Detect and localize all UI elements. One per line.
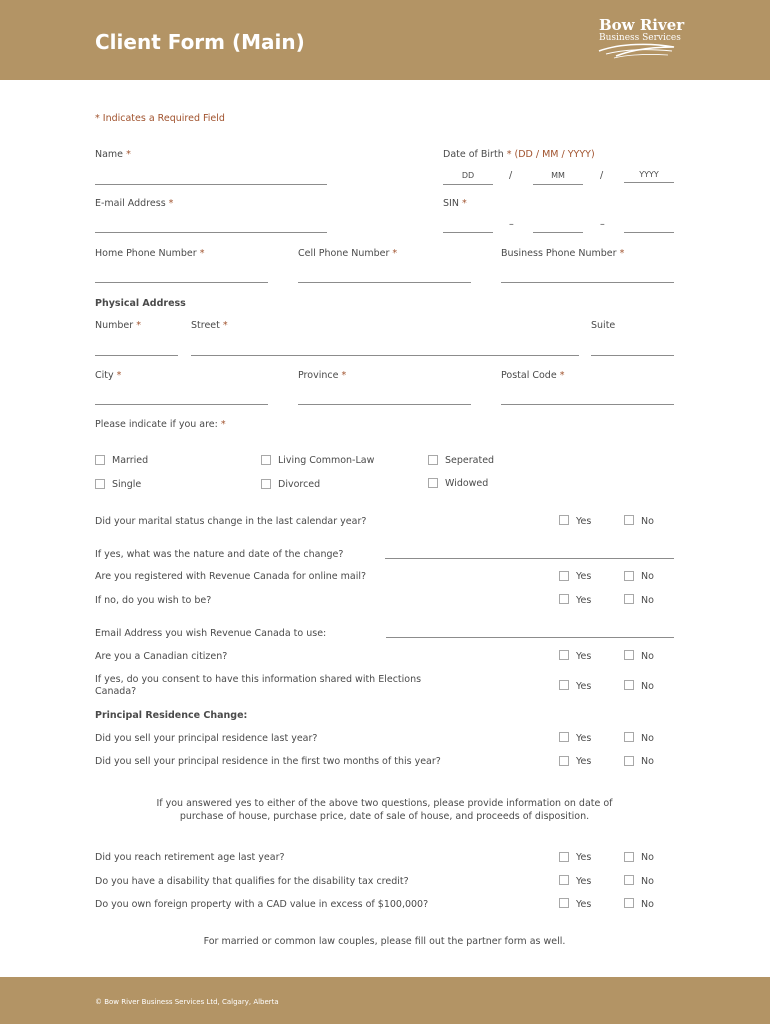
yes-label: Yes	[576, 595, 592, 606]
divorced-checkbox[interactable]	[261, 479, 271, 489]
q-online-mail-no-checkbox[interactable]	[624, 571, 634, 581]
business-phone-input[interactable]	[501, 282, 674, 283]
cell-phone-input[interactable]	[298, 282, 471, 283]
dob-slash: /	[509, 170, 513, 181]
email-input[interactable]	[95, 232, 327, 233]
partner-form-note: For married or common law couples, please fill out the partner form as well.	[203, 936, 566, 947]
yes-label: Yes	[576, 876, 592, 887]
no-label: No	[641, 899, 654, 910]
divorced-label: Divorced	[278, 479, 321, 490]
name-label: Name *	[95, 149, 131, 160]
widowed-checkbox[interactable]	[428, 478, 438, 488]
yes-label: Yes	[576, 756, 592, 767]
revenue-email-input[interactable]	[386, 637, 674, 638]
dob-year-hint: YYYY	[639, 170, 659, 179]
q-elections-yes-checkbox[interactable]	[559, 680, 569, 690]
q-retirement-yes-checkbox[interactable]	[559, 852, 569, 862]
principal-residence-heading: Principal Residence Change:	[95, 710, 248, 721]
q-marital-change-no-checkbox[interactable]	[624, 515, 634, 525]
name-input[interactable]	[95, 184, 327, 185]
q-citizen-yes-checkbox[interactable]	[559, 650, 569, 660]
street-number-input[interactable]	[95, 355, 178, 356]
no-label: No	[641, 516, 654, 527]
sin-label: SIN *	[443, 198, 467, 209]
q-marital-change-yes-checkbox[interactable]	[559, 515, 569, 525]
single-label: Single	[112, 479, 142, 490]
q-sold-residence-this-year: Did you sell your principal residence in the first two months of this year?	[95, 756, 441, 767]
dob-label: Date of Birth * (DD / MM / YYYY)	[443, 149, 595, 160]
q-wish-to-register: If no, do you wish to be?	[95, 595, 212, 606]
yes-label: Yes	[576, 681, 592, 692]
street-input[interactable]	[191, 355, 579, 356]
home-phone-label: Home Phone Number *	[95, 248, 205, 259]
no-label: No	[641, 733, 654, 744]
single-checkbox[interactable]	[95, 479, 105, 489]
q-sold-last-year-no-checkbox[interactable]	[624, 732, 634, 742]
no-label: No	[641, 756, 654, 767]
no-label: No	[641, 876, 654, 887]
q-revenue-online-mail: Are you registered with Revenue Canada for online mail?	[95, 571, 367, 582]
q-canadian-citizen: Are you a Canadian citizen?	[95, 651, 228, 662]
q-wish-register-yes-checkbox[interactable]	[559, 594, 569, 604]
q-citizen-no-checkbox[interactable]	[624, 650, 634, 660]
dob-year-input[interactable]	[624, 182, 674, 183]
business-phone-label: Business Phone Number *	[501, 248, 625, 259]
q-sold-last-year-yes-checkbox[interactable]	[559, 732, 569, 742]
residence-note-line1: If you answered yes to either of the above two questions, please provide information on date of	[156, 798, 613, 809]
city-label: City *	[95, 370, 122, 381]
sin-dash: –	[600, 219, 605, 230]
footer-copyright: © Bow River Business Services Ltd, Calgary, Alberta	[95, 998, 279, 1006]
q-foreign-property-no-checkbox[interactable]	[624, 898, 634, 908]
page-title: Client Form (Main)	[95, 30, 305, 54]
q-foreign-property-yes-checkbox[interactable]	[559, 898, 569, 908]
separated-checkbox[interactable]	[428, 455, 438, 465]
residence-note-line2: purchase of house, purchase price, date of sale of house, and proceeds of disposition.	[179, 811, 590, 822]
q-wish-register-no-checkbox[interactable]	[624, 594, 634, 604]
no-label: No	[641, 651, 654, 662]
dob-day-input[interactable]	[443, 184, 493, 185]
q-online-mail-yes-checkbox[interactable]	[559, 571, 569, 581]
province-input[interactable]	[298, 404, 471, 405]
widowed-label: Widowed	[445, 478, 489, 489]
brand-subtitle: Business Services	[599, 33, 681, 43]
q-disability-yes-checkbox[interactable]	[559, 875, 569, 885]
dob-slash: /	[600, 170, 604, 181]
no-label: No	[641, 571, 654, 582]
common-law-label: Living Common-Law	[278, 455, 375, 466]
sin-part2-input[interactable]	[533, 232, 583, 233]
required-field-note: * Indicates a Required Field	[95, 113, 225, 124]
q-disability-no-checkbox[interactable]	[624, 875, 634, 885]
cell-phone-label: Cell Phone Number *	[298, 248, 398, 259]
no-label: No	[641, 681, 654, 692]
home-phone-input[interactable]	[95, 282, 268, 283]
dob-month-hint: MM	[551, 171, 565, 180]
q-revenue-email: Email Address you wish Revenue Canada to use:	[95, 628, 327, 639]
q-change-details: If yes, what was the nature and date of the change?	[95, 549, 344, 560]
no-label: No	[641, 852, 654, 863]
yes-label: Yes	[576, 899, 592, 910]
yes-label: Yes	[576, 852, 592, 863]
yes-label: Yes	[576, 571, 592, 582]
physical-address-heading: Physical Address	[95, 298, 186, 309]
postal-code-label: Postal Code *	[501, 370, 565, 381]
sin-part3-input[interactable]	[624, 232, 674, 233]
suite-label: Suite	[591, 320, 616, 331]
q-retirement-no-checkbox[interactable]	[624, 852, 634, 862]
yes-label: Yes	[576, 516, 592, 527]
marital-status-prompt: Please indicate if you are: *	[95, 419, 226, 430]
dob-day-hint: DD	[461, 171, 475, 180]
q-sold-this-year-yes-checkbox[interactable]	[559, 756, 569, 766]
dob-month-input[interactable]	[533, 184, 583, 185]
q-sold-this-year-no-checkbox[interactable]	[624, 756, 634, 766]
yes-label: Yes	[576, 651, 592, 662]
separated-label: Seperated	[445, 455, 495, 466]
q-foreign-property: Do you own foreign property with a CAD value in excess of $100,000?	[95, 899, 429, 910]
q-elections-consent-line2: Canada?	[95, 686, 137, 697]
postal-code-input[interactable]	[501, 404, 674, 405]
q-elections-no-checkbox[interactable]	[624, 680, 634, 690]
number-label: Number *	[95, 320, 141, 331]
married-checkbox[interactable]	[95, 455, 105, 465]
sin-part1-input[interactable]	[443, 232, 493, 233]
q-retirement-age: Did you reach retirement age last year?	[95, 852, 285, 863]
street-label: Street *	[191, 320, 228, 331]
no-label: No	[641, 595, 654, 606]
sin-dash: –	[509, 219, 514, 230]
q-sold-residence-last-year: Did you sell your principal residence last year?	[95, 733, 318, 744]
city-input[interactable]	[95, 404, 268, 405]
email-label: E-mail Address *	[95, 198, 174, 209]
river-swoosh-icon	[596, 42, 676, 62]
married-label: Married	[112, 455, 149, 466]
q-marital-change: Did your marital status change in the last calendar year?	[95, 516, 367, 527]
yes-label: Yes	[576, 733, 592, 744]
brand-name: Bow River	[599, 16, 685, 34]
province-label: Province *	[298, 370, 347, 381]
q-elections-consent-line1: If yes, do you consent to have this information shared with Elections	[95, 674, 422, 685]
change-details-input[interactable]	[385, 558, 674, 559]
q-disability-credit: Do you have a disability that qualifies for the disability tax credit?	[95, 876, 409, 887]
suite-input[interactable]	[591, 355, 674, 356]
common-law-checkbox[interactable]	[261, 455, 271, 465]
